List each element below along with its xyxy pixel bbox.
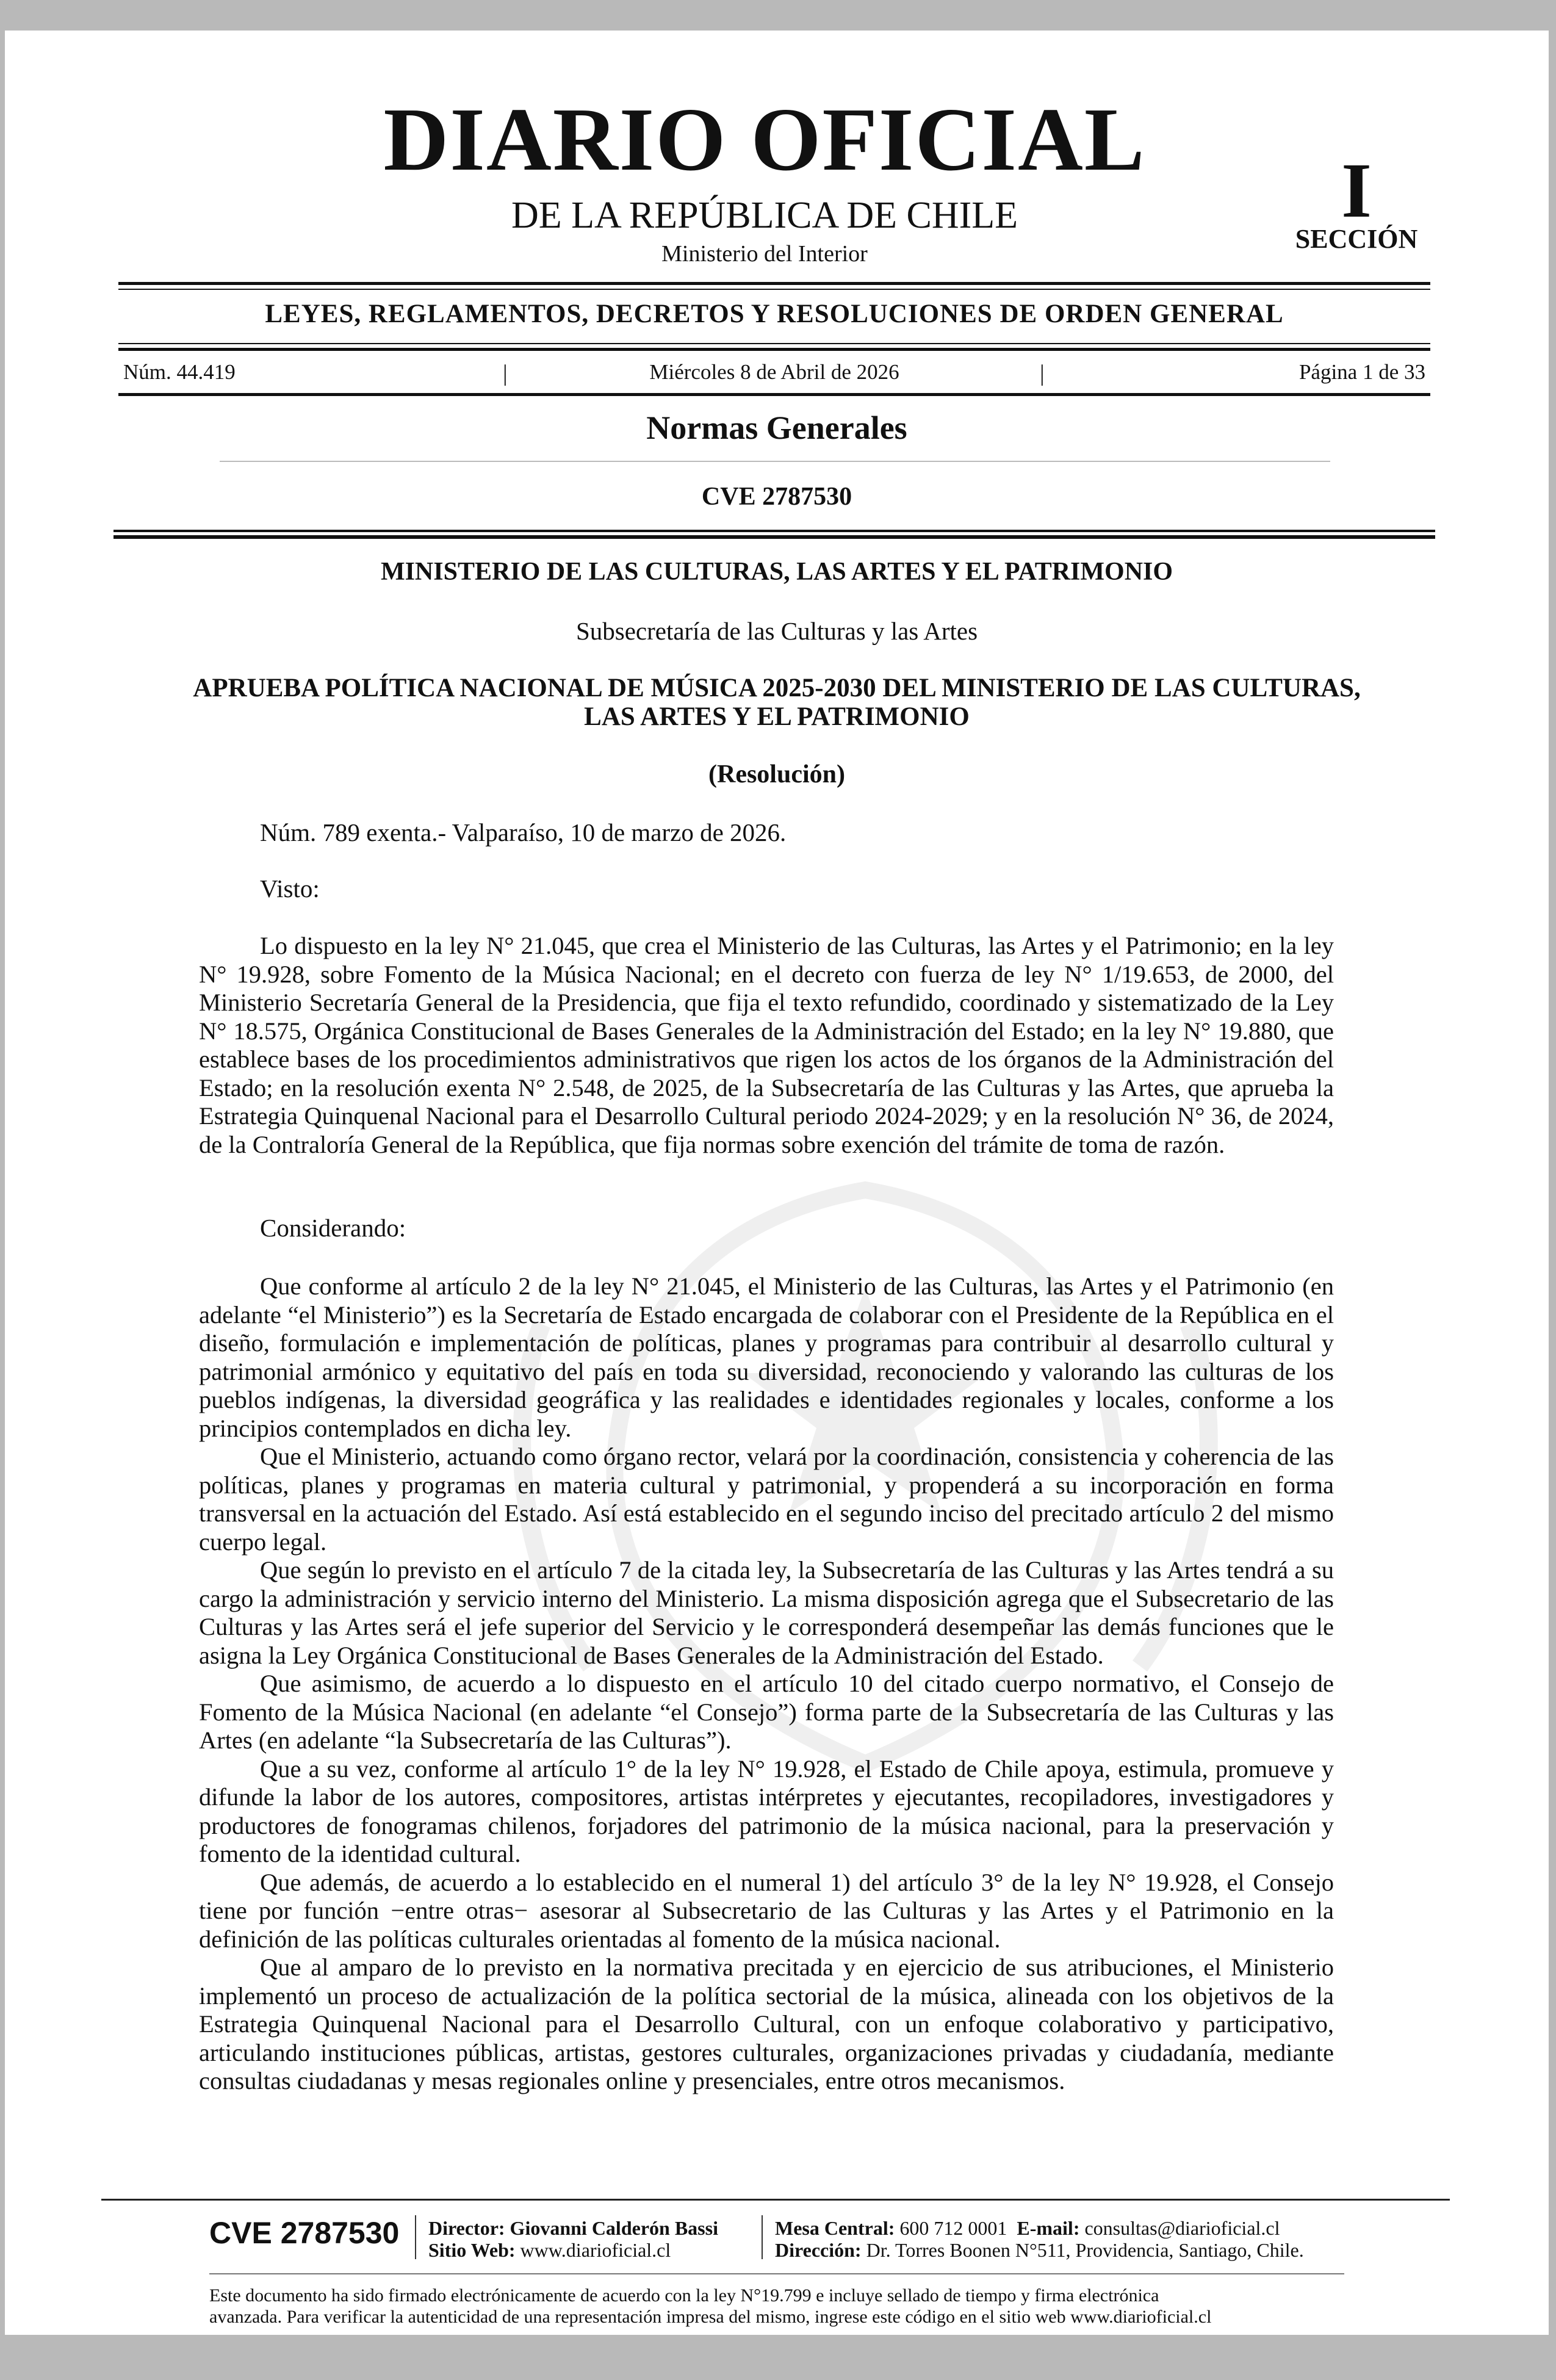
info-rule-top (118, 343, 1430, 344)
document-page (5, 31, 1549, 2335)
footer-rule-top (101, 2199, 1450, 2201)
resolution-number: Núm. 789 exenta.- Valparaíso, 10 de marzo de 2026. (260, 818, 787, 846)
director-name: Giovanni Calderón Bassi (510, 2217, 718, 2239)
divider (220, 461, 1330, 462)
footer-director-block (428, 2217, 718, 2261)
cve-rule-1 (113, 530, 1435, 532)
considerando-paragraph: Que a su vez, conforme al artículo 1° de la ley N° 19.928, el Estado de Chile apoya, estimula, promueve y difunde la labor de los autores, compositores, artistas intérpretes y ejecutantes, recopiladores, investigadores y productores de fonogramas chilenos, forjadores del patrimonio de la música nacional, para la preservación y fomento de la identidad cultural. (199, 1754, 1334, 1867)
masthead-ministry: Ministerio del Interior (661, 241, 868, 267)
section-label: SECCIÓN (1295, 224, 1418, 254)
subsecretaria: Subsecretaría de las Culturas y las Artes (575, 617, 978, 645)
footer-cve: CVE 2787530 (209, 2216, 400, 2250)
considerando-label: Considerando: (260, 1214, 406, 1242)
address-label: Dirección: (775, 2239, 862, 2261)
issue-number: Núm. 44.419 (123, 360, 236, 384)
header-rule-thin (118, 289, 1430, 290)
considerando-paragraph: Que conforme al artículo 2 de la ley N° 21.045, el Ministerio de las Culturas, las Artes y el Patrimonio (en adelante “el Ministerio”) es la Secretaría de Estado encargada de colaborar con el Presidente de la República en el diseño, formulación e implementación de políticas, planes y programas para contribuir al desarrollo cultural y patrimonial armónico y equitativo del país en toda su diversidad, reconociendo y valorando las culturas de los pueblos indígenas, la diversidad geográfica y las realidades e identidades regionales y locales, conforme a los principios contemplados en dicha ley. (199, 1272, 1334, 1442)
legal-line: avanzada. Para verificar la autenticidad de una representación impresa del mismo, ingrese este código en el sitio web www.diarioficial.cl (209, 2307, 1212, 2327)
footer-phone-line (775, 2217, 1304, 2239)
section-heading: Normas Generales (646, 409, 907, 446)
footer-director-line (428, 2217, 718, 2239)
footer-separator (762, 2215, 763, 2259)
footer-rule-mid (209, 2273, 1344, 2274)
address-value: Dr. Torres Boonen N°511, Providencia, Santiago, Chile. (866, 2239, 1304, 2261)
considerando-paragraph: Que según lo previsto en el artículo 7 de la citada ley, la Subsecretaría de las Culturas y las Artes tendrá a su cargo la administración y servicio interno del Ministerio. La misma disposición agrega que el Subsecretario de las Culturas y las Artes será el jefe superior del Servicio y le corresponderá desempeñar las demás funciones que le asigna la Ley Orgánica Constitucional de Bases Generales de la Administración del Estado. (199, 1556, 1334, 1669)
considerando-paragraph: Que el Ministerio, actuando como órgano rector, velará por la coordinación, consistencia y coherencia de las políticas, planes y programas en materia cultural y patrimonial, y propenderá a su incorporación en forma transversal en la actuación del Estado. Así está establecido en el segundo inciso del precitado artículo 2 del mismo cuerpo legal. (199, 1443, 1334, 1556)
visto-body (199, 932, 1334, 1159)
issue-date: Miércoles 8 de Abril de 2026 (649, 360, 899, 384)
info-rule-bottom (118, 393, 1430, 396)
masthead-title: DIARIO OFICIAL (383, 90, 1146, 190)
legal-line: Este documento ha sido firmado electrónicamente de acuerdo con la ley N°19.799 e incluye sellado de tiempo y firma electrónica (209, 2285, 1159, 2306)
ministry-name: MINISTERIO DE LAS CULTURAS, LAS ARTES Y EL PATRIMONIO (380, 558, 1173, 586)
resolution-title: APRUEBA POLÍTICA NACIONAL DE MÚSICA 2025-2030 DEL MINISTERIO DE LAS CULTURAS, LAS ARTES Y EL PATRIMONIO (193, 674, 1361, 731)
separator: | (503, 361, 508, 386)
category-line: LEYES, REGLAMENTOS, DECRETOS Y RESOLUCIONES DE ORDEN GENERAL (265, 300, 1284, 328)
footer-address-line (775, 2239, 1304, 2261)
considerando-paragraph: Que al amparo de lo previsto en la normativa precitada y en ejercicio de sus atribuciones, el Ministerio implementó un proceso de actualización de la política sectorial de la música, alineada con los objetivos de la Estrategia Quinquenal Nacional para el Desarrollo Cultural, con un enfoque colaborativo y participativo, articulando instituciones públicas, artistas, gestores culturales, organizaciones privadas y ciudadanía, mediante consultas ciudadanas y mesas regionales online y presenciales, entre otros mecanismos. (199, 1953, 1334, 2094)
footer-legal-notice (209, 2285, 1369, 2328)
considerando-paragraph: Que asimismo, de acuerdo a lo dispuesto en el artículo 10 del citado cuerpo normativo, el Consejo de Fomento de la Música Nacional (en adelante “el Consejo”) forma parte de la Subsecretaría de las Culturas y las Artes (en adelante “la Subsecretaría de las Culturas”). (199, 1670, 1334, 1754)
email-link[interactable]: consultas@diarioficial.cl (1084, 2217, 1280, 2239)
cve-code: CVE 2787530 (701, 483, 852, 511)
info-rule-top-thick (118, 348, 1430, 351)
footer-web-line (428, 2239, 718, 2261)
web-label: Sitio Web: (428, 2239, 516, 2261)
phone-label: Mesa Central: (775, 2217, 895, 2239)
phone-value: 600 712 0001 (899, 2217, 1007, 2239)
separator: | (1040, 361, 1045, 386)
email-label: E-mail: (1017, 2217, 1080, 2239)
visto-label: Visto: (260, 874, 320, 903)
cve-rule-2 (113, 535, 1435, 539)
footer-separator (415, 2215, 416, 2259)
page-indicator: Página 1 de 33 (1298, 360, 1425, 384)
issue-info-row (118, 360, 1430, 386)
resolution-label: (Resolución) (708, 760, 845, 788)
section-number: I (1341, 147, 1372, 234)
director-label: Director: (428, 2217, 505, 2239)
considerando-paragraph: Que además, de acuerdo a lo establecido en el numeral 1) del artículo 3° de la ley N° 19.928, el Consejo tiene por función −entre otras− asesorar al Subsecretario de las Culturas y las Artes y el Patrimonio en la definición de las políticas culturales orientadas al fomento de la música nacional. (199, 1868, 1334, 1953)
considerando-body (199, 1272, 1334, 2096)
visto-paragraph: Lo dispuesto en la ley N° 21.045, que crea el Ministerio de las Culturas, las Artes y el Patrimonio; en la ley N° 19.928, sobre Fomento de la Música Nacional; en el decreto con fuerza de ley N° 1/19.653, de 2000, del Ministerio Secretaría General de la Presidencia, que fija el texto refundido, coordinado y sistematizado de la Ley N° 18.575, Orgánica Constitucional de Bases Generales de la Administración del Estado; en la ley N° 19.880, que establece bases de los procedimientos administrativos que rigen los actos de los órganos de la Administración del Estado; en la resolución exenta N° 2.548, de 2025, de la Subsecretaría de las Culturas y las Artes, que aprueba la Estrategia Quinquenal Nacional para el Desarrollo Cultural periodo 2024-2029; y en la resolución N° 36, de 2024, de la Contraloría General de la República, que fija normas sobre exención del trámite de toma de razón. (199, 932, 1334, 1158)
header-rule-thick (118, 282, 1430, 285)
footer-contact-block (775, 2217, 1304, 2261)
masthead-subtitle: DE LA REPÚBLICA DE CHILE (511, 195, 1018, 236)
web-link[interactable]: www.diarioficial.cl (520, 2239, 671, 2261)
